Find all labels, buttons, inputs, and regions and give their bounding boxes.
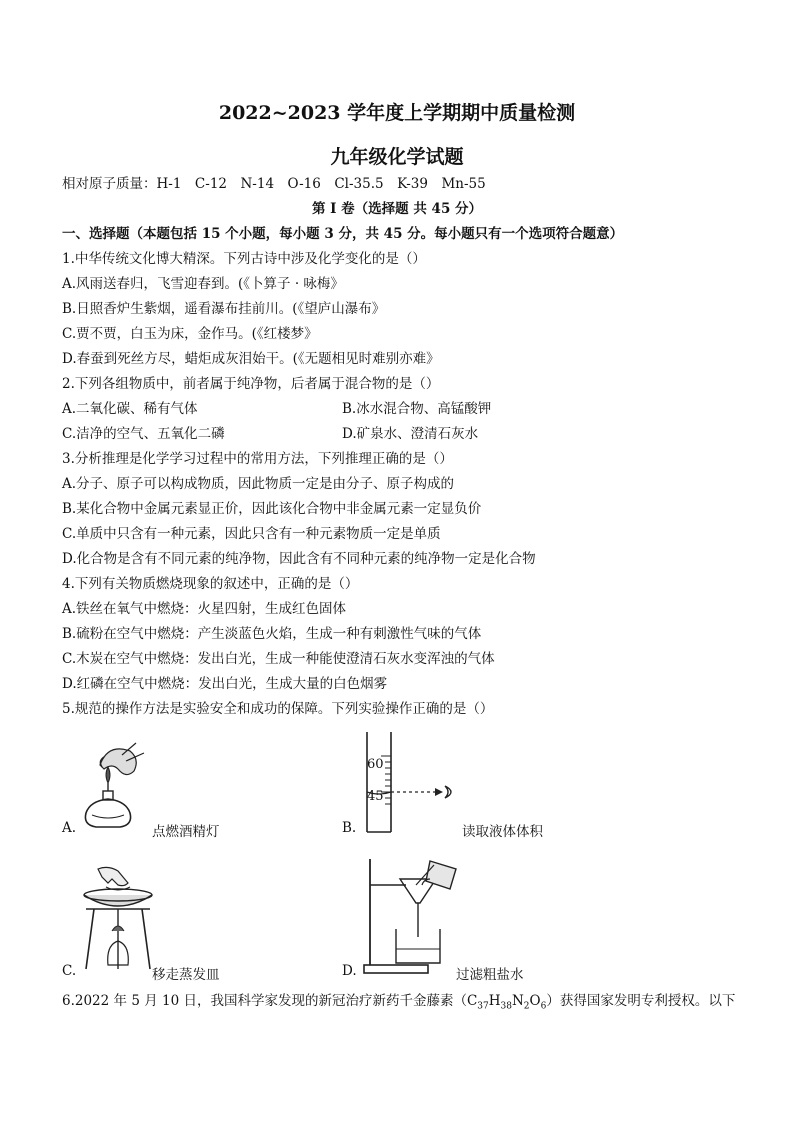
exam-title: 2022~2023 学年度上学期期中质量检测 <box>218 102 576 124</box>
q3-option-d: D.化合物是含有不同元素的纯净物，因此含有不同种元素的纯净物一定是化合物 <box>62 551 536 567</box>
q2-stem: 2.下列各组物质中，前者属于纯净物，后者属于混合物的是（） <box>62 376 440 392</box>
q1-option-c: C.贾不贾，白玉为床，金作马。(《红楼梦》 <box>62 326 318 342</box>
q6-sub-2: 2 <box>523 1001 530 1012</box>
q6-sub-6: 6 <box>540 1001 547 1012</box>
q4-stem: 4.下列有关物质燃烧现象的叙述中，正确的是（） <box>62 576 359 592</box>
cylinder-mark-45: 45 <box>367 789 384 804</box>
filtration-figure <box>360 855 470 975</box>
q5-option-a-caption: 点燃酒精灯 <box>152 824 220 840</box>
q6-n: N <box>511 993 524 1009</box>
q6-stem-after: ）获得国家发明专利授权。以下 <box>546 993 736 1009</box>
q6-stem-before: 6.2022 年 5 月 10 日，我国科学家发现的新冠治疗新药千金藤素（C <box>62 993 478 1009</box>
q4-option-c: C.木炭在空气中燃烧：发出白光，生成一种能使澄清石灰水变浑浊的气体 <box>62 651 495 667</box>
q1-option-b: B.日照香炉生紫烟，遥看瀑布挂前川。(《望庐山瀑布》 <box>62 301 386 317</box>
q1-option-d: D.春蚕到死丝方尽，蜡炬成灰泪始干。(《无题相见时难别亦难》 <box>62 351 440 367</box>
measuring-cylinder-figure <box>355 730 465 835</box>
q5-option-b-caption: 读取液体体积 <box>462 824 543 840</box>
q5-option-c-caption: 移走蒸发皿 <box>152 967 220 983</box>
q4-option-b: B.硫粉在空气中燃烧：产生淡蓝色火焰，生成一种有刺激性气味的气体 <box>62 626 482 642</box>
atomic-masses: 相对原子质量：H-1 C-12 N-14 O-16 Cl-35.5 K-39 Mn-55 <box>62 176 486 192</box>
alcohol-lamp-figure <box>78 735 158 830</box>
q3-option-b: B.某化合物中金属元素显正价，因此该化合物中非金属元素一定显负价 <box>62 501 482 517</box>
q4-option-d: D.红磷在空气中燃烧：发出白光，生成大量的白色烟雾 <box>62 676 388 692</box>
cylinder-mark-60: 60 <box>367 757 384 772</box>
q5-option-d-letter: D. <box>342 963 357 979</box>
q2-option-b: B.冰水混合物、高锰酸钾 <box>342 401 492 417</box>
q2-option-c: C.洁净的空气、五氧化二磷 <box>62 426 225 442</box>
q6-stem <box>62 992 735 1016</box>
q2-option-a: A.二氧化碳、稀有气体 <box>62 401 198 417</box>
section1-heading: 一、选择题（本题包括 15 个小题，每小题 3 分，共 45 分。每小题只有一个选项符合题意） <box>62 226 624 242</box>
q5-option-b-letter: B. <box>342 820 357 836</box>
q2-option-d: D.矿泉水、澄清石灰水 <box>342 426 479 442</box>
evaporating-dish-figure <box>78 865 158 975</box>
q6-h: H <box>488 993 501 1009</box>
q3-stem: 3.分析推理是化学学习过程中的常用方法，下列推理正确的是（） <box>62 451 453 467</box>
q1-stem: 1.中华传统文化博大精深。下列古诗中涉及化学变化的是（） <box>62 251 426 267</box>
q1-option-a: A.风雨送春归，飞雪迎春到。(《卜算子 · 咏梅》 <box>62 276 344 292</box>
q3-option-a: A.分子、原子可以构成物质，因此物质一定是由分子、原子构成的 <box>62 476 455 492</box>
volume-heading: 第 I 卷（选择题 共 45 分） <box>311 201 483 217</box>
q4-option-a: A.铁丝在氧气中燃烧：火星四射，生成红色固体 <box>62 601 347 617</box>
q3-option-c: C.单质中只含有一种元素，因此只含有一种元素物质一定是单质 <box>62 526 441 542</box>
q5-option-d-caption: 过滤粗盐水 <box>456 967 524 983</box>
q5-option-a-letter: A. <box>62 820 77 836</box>
exam-subtitle: 九年级化学试题 <box>330 146 464 168</box>
q6-sub-38: 38 <box>500 1001 512 1012</box>
q5-stem: 5.规范的操作方法是实验安全和成功的保障。下列实验操作正确的是（） <box>62 701 494 717</box>
q6-o: O <box>529 993 541 1009</box>
q5-option-c-letter: C. <box>62 963 77 979</box>
q6-sub-37: 37 <box>477 1001 489 1012</box>
